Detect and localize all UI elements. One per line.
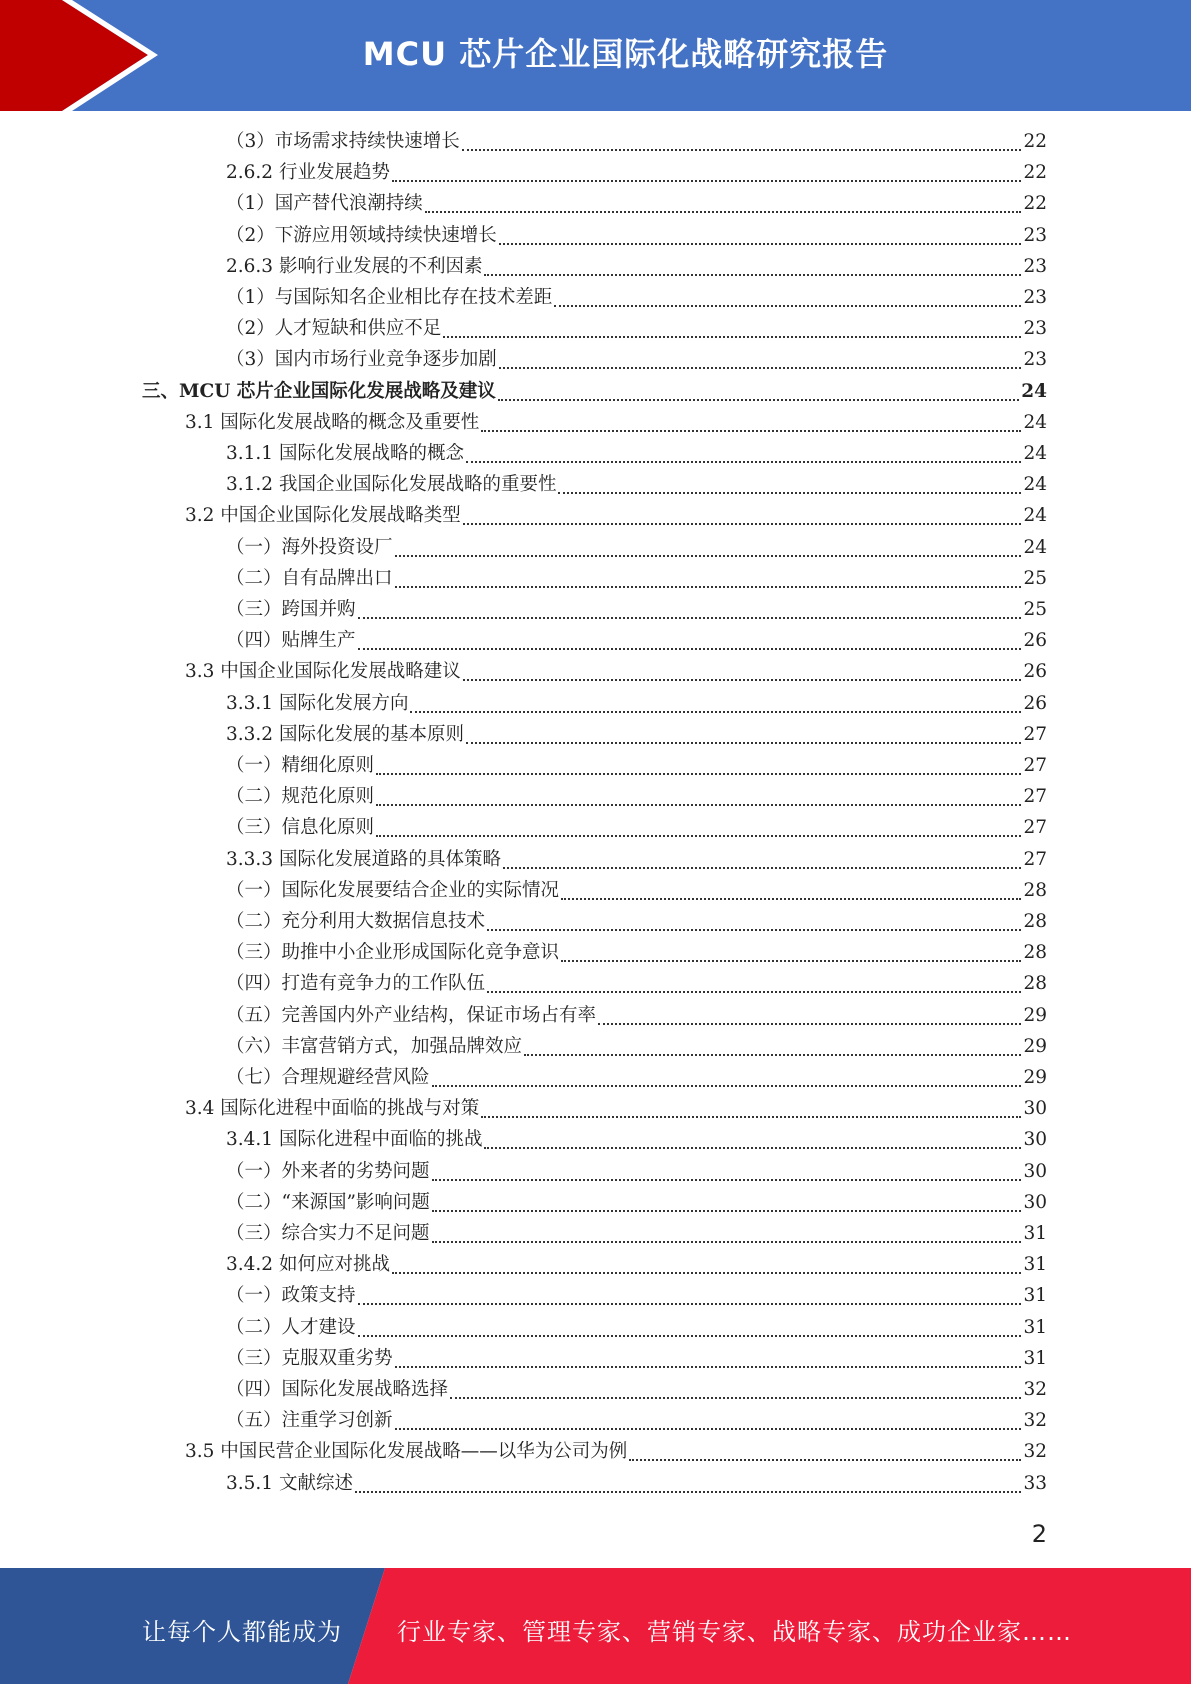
toc-dot-leader bbox=[481, 1115, 1021, 1118]
toc-entry[interactable] bbox=[185, 408, 1047, 439]
toc-entry[interactable] bbox=[226, 1032, 1047, 1063]
toc-dot-leader bbox=[498, 398, 1019, 401]
toc-dot-leader bbox=[561, 959, 1021, 962]
toc-entry-label: （六）丰富营销方式，加强品牌效应 bbox=[226, 1036, 523, 1057]
toc-entry-label: 3.1.1 国际化发展战略的概念 bbox=[226, 443, 464, 464]
toc-entry-label: 3.5 中国民营企业国际化发展战略——以华为公司为例 bbox=[185, 1441, 628, 1462]
toc-entry-label: （二）“来源国”影响问题 bbox=[226, 1192, 430, 1213]
toc-entry-label: 3.4.1 国际化进程中面临的挑战 bbox=[226, 1129, 483, 1150]
toc-entry-page: 30 bbox=[1023, 1098, 1047, 1119]
toc-entry-label: （二）充分利用大数据信息技术 bbox=[226, 911, 486, 932]
toc-entry[interactable] bbox=[226, 907, 1047, 938]
toc-entry-label: （三）信息化原则 bbox=[226, 817, 375, 838]
toc-entry[interactable] bbox=[226, 1063, 1047, 1094]
toc-dot-leader bbox=[466, 741, 1021, 744]
toc-entry[interactable] bbox=[226, 1375, 1047, 1406]
toc-dot-leader bbox=[629, 1458, 1021, 1461]
toc-entry-page: 33 bbox=[1023, 1473, 1047, 1494]
toc-entry-label: 3.3 中国企业国际化发展战略建议 bbox=[185, 661, 461, 682]
toc-entry-label: （2）下游应用领域持续快速增长 bbox=[226, 225, 497, 246]
toc-entry-page: 32 bbox=[1023, 1379, 1047, 1400]
toc-entry-page: 26 bbox=[1023, 693, 1047, 714]
toc-entry-label: 3.4 国际化进程中面临的挑战与对策 bbox=[185, 1098, 480, 1119]
toc-entry[interactable] bbox=[226, 1250, 1047, 1281]
toc-dot-leader bbox=[376, 803, 1021, 806]
toc-entry[interactable] bbox=[226, 1001, 1047, 1032]
toc-dot-leader bbox=[484, 273, 1021, 276]
toc-entry[interactable] bbox=[226, 283, 1047, 314]
toc-entry[interactable] bbox=[142, 377, 1047, 408]
page-number: 2 bbox=[1031, 1520, 1047, 1548]
toc-dot-leader bbox=[410, 710, 1021, 713]
toc-entry-label: 3.2 中国企业国际化发展战略类型 bbox=[185, 505, 461, 526]
toc-entry-label: （三）跨国并购 bbox=[226, 599, 356, 620]
toc-dot-leader bbox=[598, 1022, 1021, 1025]
toc-entry[interactable] bbox=[226, 845, 1047, 876]
toc-dot-leader bbox=[450, 1396, 1021, 1399]
toc-entry-label: （五）完善国内外产业结构，保证市场占有率 bbox=[226, 1005, 597, 1026]
toc-entry-page: 32 bbox=[1023, 1441, 1047, 1462]
toc-entry[interactable] bbox=[226, 1406, 1047, 1437]
toc-entry-label: （一）国际化发展要结合企业的实际情况 bbox=[226, 880, 560, 901]
toc-entry-page: 23 bbox=[1023, 318, 1047, 339]
toc-entry-label: 3.1.2 我国企业国际化发展战略的重要性 bbox=[226, 474, 557, 495]
toc-entry-page: 26 bbox=[1023, 630, 1047, 651]
toc-dot-leader bbox=[466, 460, 1021, 463]
toc-entry-page: 31 bbox=[1023, 1223, 1047, 1244]
toc-entry-label: （二）规范化原则 bbox=[226, 786, 375, 807]
toc-dot-leader bbox=[524, 1053, 1021, 1056]
toc-entry[interactable] bbox=[226, 1469, 1047, 1500]
toc-dot-leader bbox=[395, 585, 1022, 588]
toc-entry-page: 23 bbox=[1023, 225, 1047, 246]
toc-entry-label: （二）自有品牌出口 bbox=[226, 568, 393, 589]
toc-dot-leader bbox=[432, 1178, 1022, 1181]
toc-entry-label: 3.3.2 国际化发展的基本原则 bbox=[226, 724, 464, 745]
toc-entry-page: 31 bbox=[1023, 1254, 1047, 1275]
toc-entry-label: （四）贴牌生产 bbox=[226, 630, 356, 651]
toc-entry-page: 31 bbox=[1023, 1317, 1047, 1338]
toc-entry[interactable] bbox=[226, 720, 1047, 751]
toc-dot-leader bbox=[358, 616, 1022, 619]
toc-entry[interactable] bbox=[185, 501, 1047, 532]
toc-entry[interactable] bbox=[185, 657, 1047, 688]
toc-dot-leader bbox=[487, 928, 1021, 931]
toc-entry-page: 31 bbox=[1023, 1348, 1047, 1369]
toc-entry-page: 22 bbox=[1023, 162, 1047, 183]
toc-entry-label: 3.1 国际化发展战略的概念及重要性 bbox=[185, 412, 480, 433]
toc-dot-leader bbox=[376, 834, 1021, 837]
toc-entry-page: 26 bbox=[1023, 661, 1047, 682]
toc-dot-leader bbox=[499, 366, 1022, 369]
toc-entry[interactable] bbox=[226, 938, 1047, 969]
toc-entry-page: 24 bbox=[1021, 381, 1047, 402]
toc-entry-label: （七）合理规避经营风险 bbox=[226, 1067, 430, 1088]
toc-entry-label: （五）注重学习创新 bbox=[226, 1410, 393, 1431]
toc-entry-label: （四）打造有竞争力的工作队伍 bbox=[226, 973, 486, 994]
toc-dot-leader bbox=[443, 335, 1021, 338]
toc-entry-page: 27 bbox=[1023, 786, 1047, 807]
toc-entry[interactable] bbox=[226, 969, 1047, 1000]
toc-entry[interactable] bbox=[226, 782, 1047, 813]
toc-entry-label: （1）国产替代浪潮持续 bbox=[226, 193, 423, 214]
toc-entry[interactable] bbox=[226, 564, 1047, 595]
toc-entry-label: 三、MCU 芯片企业国际化发展战略及建议 bbox=[142, 381, 496, 402]
toc-entry-page: 28 bbox=[1023, 911, 1047, 932]
toc-entry[interactable] bbox=[226, 1281, 1047, 1312]
toc-entry-page: 28 bbox=[1023, 942, 1047, 963]
toc-entry-page: 23 bbox=[1023, 349, 1047, 370]
toc-entry[interactable] bbox=[226, 127, 1047, 158]
toc-entry[interactable] bbox=[226, 158, 1047, 189]
toc-entry-page: 23 bbox=[1023, 287, 1047, 308]
toc-entry-page: 22 bbox=[1023, 131, 1047, 152]
toc-dot-leader bbox=[432, 1084, 1022, 1087]
toc-entry-page: 29 bbox=[1023, 1036, 1047, 1057]
toc-entry-page: 29 bbox=[1023, 1005, 1047, 1026]
toc-entry-label: （3）国内市场行业竞争逐步加剧 bbox=[226, 349, 497, 370]
page-header bbox=[0, 0, 1191, 111]
toc-entry-page: 27 bbox=[1023, 849, 1047, 870]
report-title: MCU 芯片企业国际化战略研究报告 bbox=[362, 35, 889, 73]
footer-slogan-left: 让每个人都能成为 bbox=[142, 1618, 342, 1646]
toc-entry-page: 25 bbox=[1023, 599, 1047, 620]
toc-dot-leader bbox=[463, 522, 1022, 525]
toc-dot-leader bbox=[358, 1334, 1022, 1337]
toc-entry-page: 24 bbox=[1023, 474, 1047, 495]
toc-entry-label: （一）外来者的劣势问题 bbox=[226, 1161, 430, 1182]
toc-entry[interactable] bbox=[226, 439, 1047, 470]
toc-dot-leader bbox=[392, 179, 1021, 182]
toc-entry-label: （二）人才建设 bbox=[226, 1317, 356, 1338]
toc-entry-label: （2）人才短缺和供应不足 bbox=[226, 318, 442, 339]
toc-entry-label: （四）国际化发展战略选择 bbox=[226, 1379, 449, 1400]
toc-entry-page: 22 bbox=[1023, 193, 1047, 214]
toc-entry-page: 25 bbox=[1023, 568, 1047, 589]
toc-entry-label: （一）政策支持 bbox=[226, 1285, 356, 1306]
toc-entry[interactable] bbox=[226, 689, 1047, 720]
toc-dot-leader bbox=[392, 1271, 1021, 1274]
toc-entry-page: 27 bbox=[1023, 724, 1047, 745]
toc-entry-page: 24 bbox=[1023, 412, 1047, 433]
toc-dot-leader bbox=[395, 1365, 1022, 1368]
toc-entry[interactable] bbox=[226, 1188, 1047, 1219]
toc-entry-page: 30 bbox=[1023, 1192, 1047, 1213]
toc-entry-page: 24 bbox=[1023, 443, 1047, 464]
toc-entry-page: 32 bbox=[1023, 1410, 1047, 1431]
toc-entry[interactable] bbox=[226, 533, 1047, 564]
toc-dot-leader bbox=[432, 1240, 1022, 1243]
toc-dot-leader bbox=[463, 678, 1022, 681]
toc-entry[interactable] bbox=[226, 626, 1047, 657]
toc-entry[interactable] bbox=[226, 221, 1047, 252]
toc-entry-page: 24 bbox=[1023, 537, 1047, 558]
toc-entry-label: （3）市场需求持续快速增长 bbox=[226, 131, 460, 152]
toc-entry[interactable] bbox=[226, 1157, 1047, 1188]
toc-dot-leader bbox=[561, 897, 1021, 900]
toc-entry[interactable] bbox=[185, 1094, 1047, 1125]
toc-entry-label: （1）与国际知名企业相比存在技术差距 bbox=[226, 287, 553, 308]
toc-entry[interactable] bbox=[185, 1437, 1047, 1468]
toc-entry[interactable] bbox=[226, 345, 1047, 376]
toc-dot-leader bbox=[499, 242, 1022, 245]
toc-dot-leader bbox=[355, 1490, 1022, 1493]
toc-entry[interactable] bbox=[226, 813, 1047, 844]
toc-entry[interactable] bbox=[226, 252, 1047, 283]
toc-entry-page: 28 bbox=[1023, 973, 1047, 994]
toc-entry-page: 27 bbox=[1023, 755, 1047, 776]
toc-entry-label: 3.4.2 如何应对挑战 bbox=[226, 1254, 390, 1275]
toc-entry[interactable] bbox=[226, 1313, 1047, 1344]
toc-entry-label: （三）克服双重劣势 bbox=[226, 1348, 393, 1369]
footer-slogan-right: 行业专家、管理专家、营销专家、战略专家、成功企业家…… bbox=[397, 1618, 1072, 1646]
toc-entry[interactable] bbox=[226, 314, 1047, 345]
toc-entry-page: 27 bbox=[1023, 817, 1047, 838]
toc-entry-label: 3.3.1 国际化发展方向 bbox=[226, 693, 409, 714]
toc-entry-page: 30 bbox=[1023, 1161, 1047, 1182]
toc-dot-leader bbox=[503, 866, 1021, 869]
toc-dot-leader bbox=[376, 772, 1021, 775]
toc-entry[interactable] bbox=[226, 1219, 1047, 1250]
toc-entry[interactable] bbox=[226, 1344, 1047, 1375]
toc-dot-leader bbox=[554, 304, 1021, 307]
toc-entry-page: 29 bbox=[1023, 1067, 1047, 1088]
toc-dot-leader bbox=[481, 429, 1021, 432]
toc-entry-label: 3.5.1 文献综述 bbox=[226, 1473, 353, 1494]
toc-entry-page: 28 bbox=[1023, 880, 1047, 901]
toc-dot-leader bbox=[358, 1302, 1022, 1305]
toc-dot-leader bbox=[432, 1209, 1022, 1212]
toc-entry-page: 31 bbox=[1023, 1285, 1047, 1306]
toc-entry[interactable] bbox=[226, 876, 1047, 907]
toc-dot-leader bbox=[358, 647, 1022, 650]
toc-dot-leader bbox=[462, 148, 1022, 151]
toc-entry[interactable] bbox=[226, 189, 1047, 220]
toc-dot-leader bbox=[558, 491, 1021, 494]
toc-dot-leader bbox=[484, 1146, 1021, 1149]
toc-entry-page: 24 bbox=[1023, 505, 1047, 526]
toc-entry[interactable] bbox=[226, 595, 1047, 626]
toc-entry-label: 3.3.3 国际化发展道路的具体策略 bbox=[226, 849, 501, 870]
toc-entry-label: 2.6.3 影响行业发展的不利因素 bbox=[226, 256, 483, 277]
toc-entry[interactable] bbox=[226, 751, 1047, 782]
toc-entry-label: （一）精细化原则 bbox=[226, 755, 375, 776]
toc-entry-page: 23 bbox=[1023, 256, 1047, 277]
toc-entry-label: 2.6.2 行业发展趋势 bbox=[226, 162, 390, 183]
toc-entry[interactable] bbox=[226, 470, 1047, 501]
toc-dot-leader bbox=[425, 210, 1022, 213]
toc-dot-leader bbox=[395, 554, 1022, 557]
toc-entry-page: 30 bbox=[1023, 1129, 1047, 1150]
toc-entry-label: （三）综合实力不足问题 bbox=[226, 1223, 430, 1244]
toc-entry[interactable] bbox=[226, 1125, 1047, 1156]
toc-dot-leader bbox=[395, 1427, 1022, 1430]
toc-entry-label: （三）助推中小企业形成国际化竞争意识 bbox=[226, 942, 560, 963]
toc-dot-leader bbox=[487, 990, 1021, 993]
toc-entry-label: （一）海外投资设厂 bbox=[226, 537, 393, 558]
